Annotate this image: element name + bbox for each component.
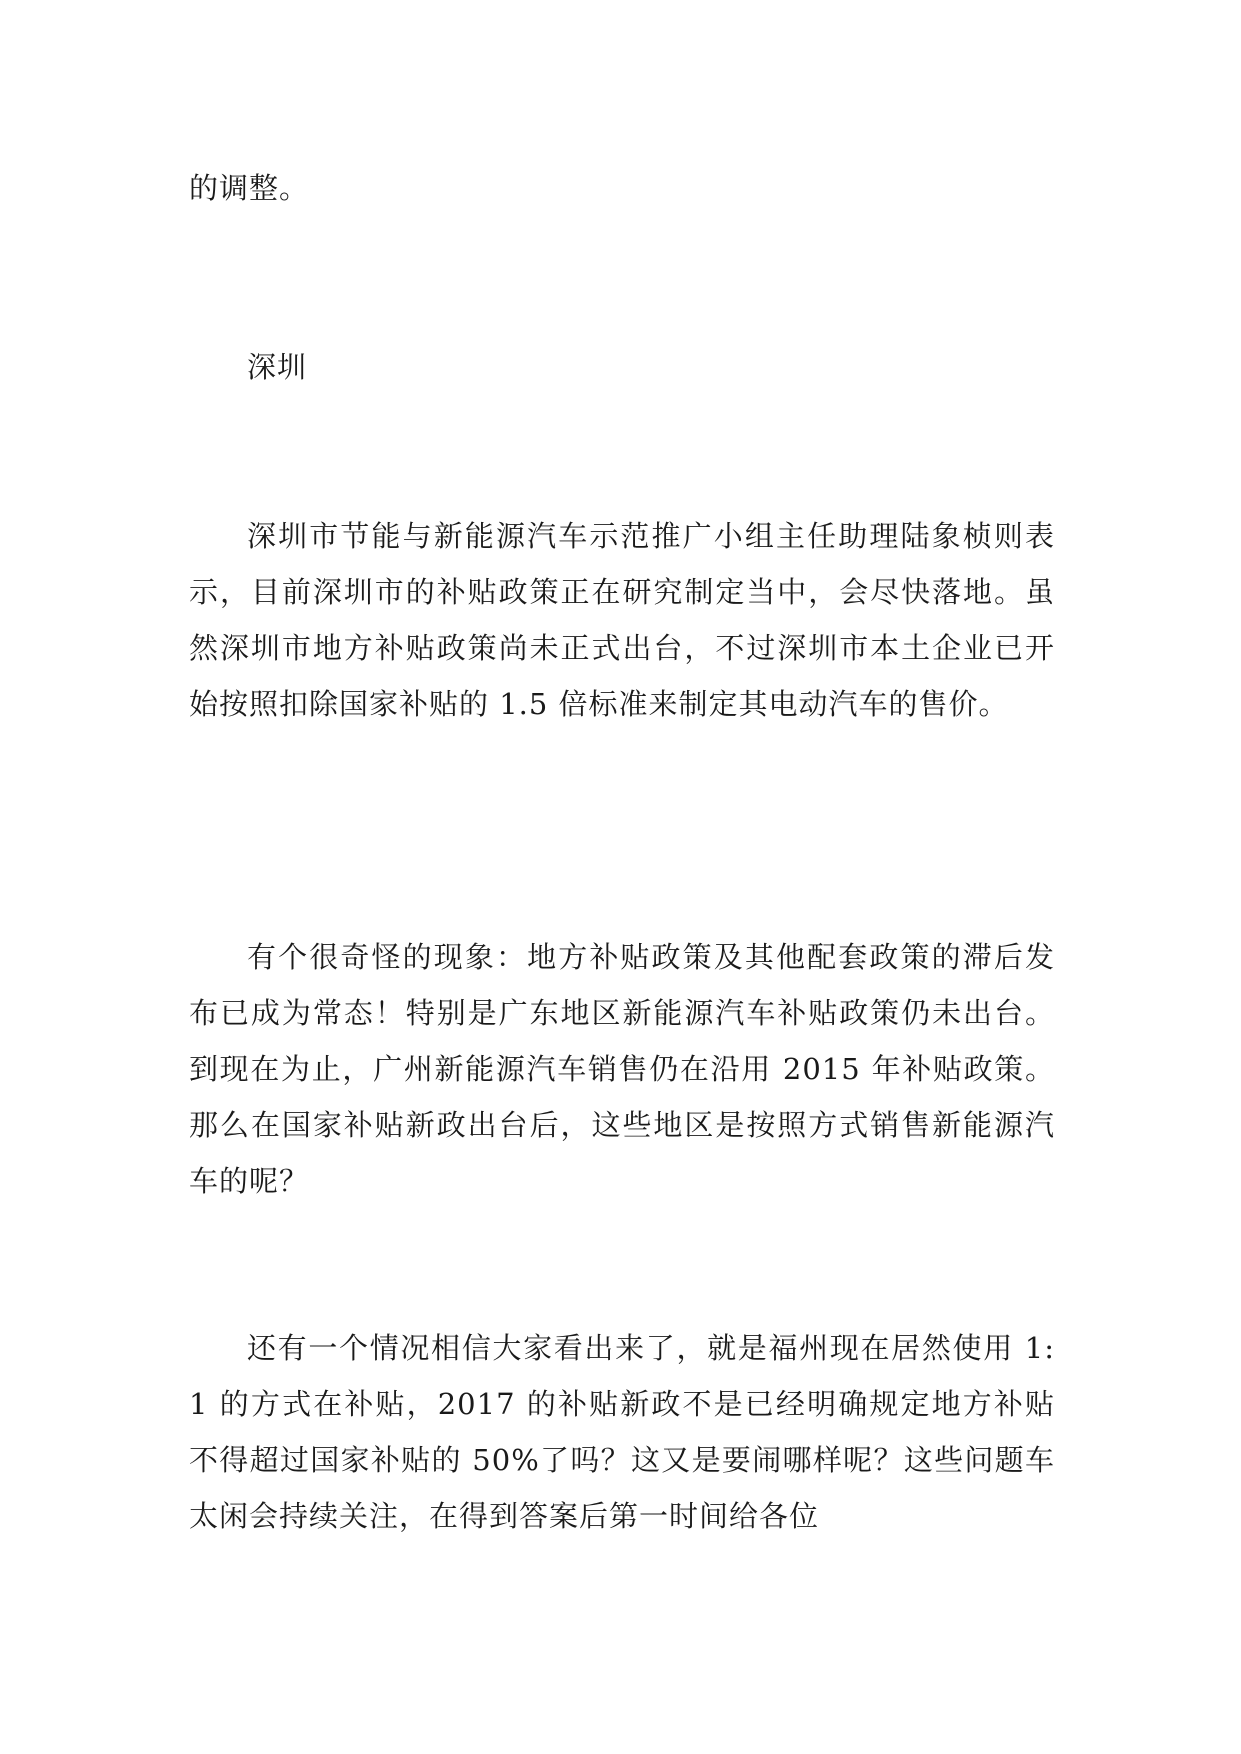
section-heading-shenzhen: 深圳: [247, 350, 308, 384]
paragraph-delayed-policies: 有个很奇怪的现象：地方补贴政策及其他配套政策的滞后发布已成为常态！特别是广东地区新能源汽车补贴政策仍未出台。到现在为止，广州新能源汽车销售仍在沿用 2015 年补贴政策。那么在国家补贴新政出台后，这些地区是按照方式销售新能源汽车的呢？: [189, 940, 1055, 1198]
paragraph-continuation: 的调整。: [189, 171, 310, 205]
paragraph-fuzhou-subsidy: 还有一个情况相信大家看出来了，就是福州现在居然使用 1:1 的方式在补贴，2017 的补贴新政不是已经明确规定地方补贴不得超过国家补贴的 50%了吗？这又是要闹哪样呢？这些问题车太闲会持续关注，在得到答案后第一时间给各位: [189, 1331, 1055, 1533]
paragraph-shenzhen-policy: 深圳市节能与新能源汽车示范推广小组主任助理陆象桢则表示，目前深圳市的补贴政策正在研究制定当中，会尽快落地。虽然深圳市地方补贴政策尚未正式出台，不过深圳市本土企业已开始按照扣除国家补贴的 1.5 倍标准来制定其电动汽车的售价。: [189, 519, 1055, 721]
